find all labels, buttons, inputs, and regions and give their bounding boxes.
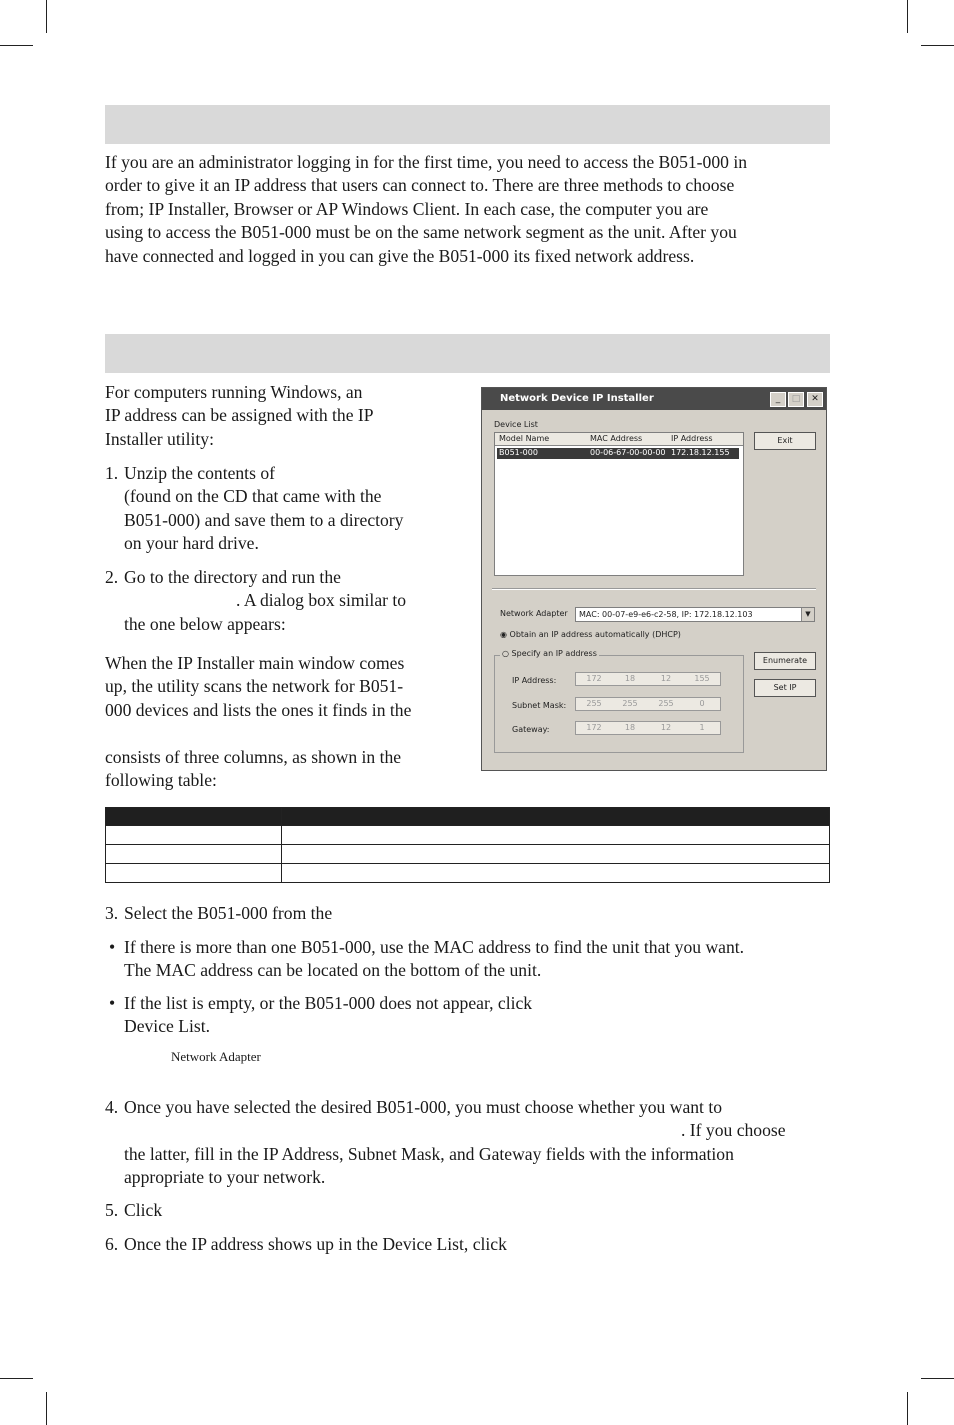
text-line: Select the B051-000 from the bbox=[124, 903, 333, 923]
text-line: The MAC address can be located on the bottom of the unit. bbox=[124, 960, 542, 981]
bullet-item bbox=[105, 936, 845, 984]
text-line: If there is more than one B051-000, use the MAC address to find the unit that you want. bbox=[124, 937, 745, 957]
bullet-item bbox=[105, 992, 845, 1040]
step-5 bbox=[105, 1199, 505, 1223]
device-list-label: Device List bbox=[494, 420, 538, 429]
close-button[interactable]: ✕ bbox=[807, 392, 823, 407]
set-ip-button[interactable]: Set IP bbox=[754, 679, 816, 697]
table-header-row bbox=[106, 808, 830, 826]
chevron-down-icon[interactable]: ▼ bbox=[801, 608, 814, 621]
text-line: consists of three columns, as shown in the bbox=[105, 746, 402, 767]
device-list-columns-table bbox=[105, 807, 830, 883]
radio-icon: ○ bbox=[502, 649, 509, 658]
radio-specify[interactable]: ○ Specify an IP address bbox=[502, 649, 597, 658]
enumerate-button[interactable]: Enumerate bbox=[754, 652, 816, 670]
bullet-icon: • bbox=[109, 937, 116, 957]
text-line: Once the IP address shows up in the Device List, click bbox=[124, 1234, 507, 1254]
crop-mark bbox=[0, 45, 33, 46]
section-header-bar bbox=[105, 105, 830, 144]
text-line: using to access the B051-000 must be on the same network segment as the unit. After you bbox=[105, 222, 737, 243]
step-2 bbox=[105, 566, 465, 638]
step-number: 3. bbox=[105, 903, 119, 923]
step-1 bbox=[105, 462, 465, 556]
text-line: appropriate to your network. bbox=[124, 1167, 326, 1188]
column-header[interactable]: Model Name bbox=[499, 434, 550, 443]
text-line: up, the utility scans the network for B051- bbox=[105, 676, 404, 697]
radio-dhcp[interactable]: ◉ Obtain an IP address automatically (DHCP) bbox=[500, 630, 681, 639]
text-line: following table: bbox=[105, 770, 217, 791]
divider bbox=[492, 588, 816, 590]
text-line: the latter, fill in the IP Address, Subnet Mask, and Gateway fields with the information bbox=[124, 1143, 734, 1164]
gateway-field[interactable]: 172 18 12 1 bbox=[575, 721, 721, 735]
crop-mark bbox=[46, 1392, 47, 1425]
text-line: (found on the CD that came with the bbox=[124, 486, 382, 507]
text-line: Once you have selected the desired B051-000, you must choose whether you want to bbox=[124, 1097, 723, 1117]
network-adapter-select[interactable]: MAC: 00-07-e9-e6-c2-58, IP: 172.18.12.103 ▼ bbox=[575, 607, 815, 622]
step-number: 2. bbox=[105, 567, 119, 587]
text-line: When the IP Installer main window comes bbox=[105, 653, 405, 673]
text-line: order to give it an IP address that users can connect to. There are three methods to choose bbox=[105, 175, 735, 196]
radio-selected-icon: ◉ bbox=[500, 630, 507, 639]
subnet-mask-label: Subnet Mask: bbox=[512, 701, 567, 710]
step-number: 4. bbox=[105, 1097, 119, 1117]
text-line: If the list is empty, or the B051-000 does not appear, click bbox=[124, 993, 533, 1013]
text-line: Device List. bbox=[124, 1016, 210, 1037]
text-line: IP address can be assigned with the IP bbox=[105, 405, 374, 426]
device-list[interactable] bbox=[494, 432, 744, 576]
step-number: 6. bbox=[105, 1234, 119, 1254]
network-adapter-label: Network Adapter bbox=[500, 609, 568, 618]
crop-mark bbox=[907, 0, 908, 33]
scan-paragraph bbox=[105, 652, 465, 792]
intro-paragraph bbox=[105, 151, 845, 268]
crop-mark bbox=[46, 0, 47, 33]
step-4 bbox=[105, 1096, 845, 1192]
subnet-mask-field[interactable]: 255 255 255 0 bbox=[575, 697, 721, 711]
text-line: . If you choose bbox=[681, 1120, 786, 1141]
column-header[interactable]: IP Address bbox=[671, 434, 713, 443]
step-number: 1. bbox=[105, 463, 119, 483]
text-line: Click bbox=[124, 1200, 163, 1220]
text-line: B051-000) and save them to a directory bbox=[124, 509, 404, 530]
device-row[interactable]: B051-000 00-06-67-00-00-00 172.18.12.155 bbox=[497, 448, 739, 459]
dialog-title: Network Device IP Installer bbox=[500, 393, 654, 404]
note-text: Network Adapter bbox=[171, 1049, 261, 1064]
text-line: on your hard drive. bbox=[124, 533, 259, 554]
crop-mark bbox=[0, 1378, 33, 1379]
step-3 bbox=[105, 902, 825, 926]
table-row bbox=[106, 826, 830, 845]
crop-mark bbox=[921, 1378, 954, 1379]
section-header-bar bbox=[105, 334, 830, 373]
table-row bbox=[106, 845, 830, 864]
table-row bbox=[106, 864, 830, 883]
crop-mark bbox=[921, 45, 954, 46]
text-line: Installer utility: bbox=[105, 428, 214, 449]
step-6 bbox=[105, 1233, 705, 1257]
step-number: 5. bbox=[105, 1200, 119, 1220]
text-line: Unzip the contents of bbox=[124, 463, 275, 483]
ip-installer-dialog bbox=[481, 387, 827, 771]
text-line: . A dialog box similar to bbox=[236, 590, 407, 611]
gateway-label: Gateway: bbox=[512, 725, 550, 734]
text-line: Go to the directory and run the bbox=[124, 567, 341, 587]
maximize-button[interactable]: □ bbox=[788, 392, 804, 407]
windows-intro bbox=[105, 381, 465, 451]
column-header[interactable]: MAC Address bbox=[590, 434, 643, 443]
ip-address-label: IP Address: bbox=[512, 676, 557, 685]
text-line: 000 devices and lists the ones it finds in the bbox=[105, 699, 412, 720]
bullet-icon: • bbox=[109, 993, 116, 1013]
text-line: have connected and logged in you can give the B051-000 its fixed network address. bbox=[105, 245, 695, 266]
exit-button[interactable]: Exit bbox=[754, 432, 816, 450]
text-line: For computers running Windows, an bbox=[105, 382, 363, 402]
ip-address-field[interactable]: 172 18 12 155 bbox=[575, 672, 721, 686]
crop-mark bbox=[907, 1392, 908, 1425]
text-line bbox=[105, 722, 465, 745]
text-line: from; IP Installer, Browser or AP Windows Client. In each case, the computer you are bbox=[105, 198, 709, 219]
minimize-button[interactable]: _ bbox=[770, 392, 786, 407]
text-line: If you are an administrator logging in for the first time, you need to access the B051-000 in bbox=[105, 152, 748, 172]
text-line: the one below appears: bbox=[124, 613, 286, 634]
